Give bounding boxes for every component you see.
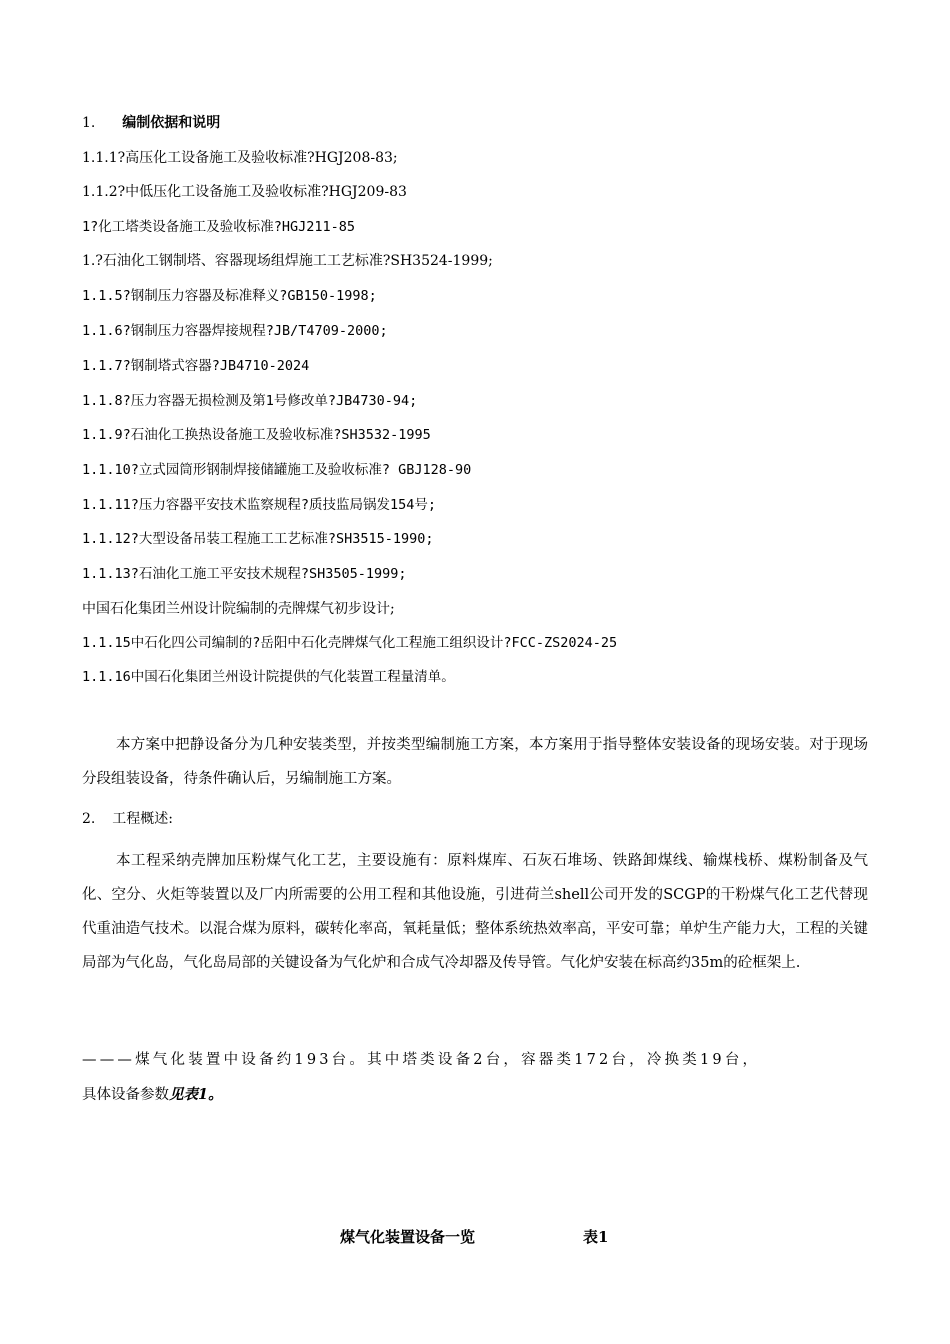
table-title: 煤气化装置设备一览	[340, 1228, 476, 1246]
reference-item: 1.?石油化工钢制塔、容器现场组焊施工工艺标准?SH3524-1999;	[82, 253, 493, 269]
project-overview-paragraph: 本工程采纳壳牌加压粉煤气化工艺，主要设施有：原料煤库、石灰石堆场、铁路卸煤线、输煤栈桥、煤粉制备及气化、空分、火炬等装置以及厂内所需要的公用工程和其他设施，引进荷兰shell公司开发的SCGP的干粉煤气化工艺代替现代重油造气技术。以混合煤为原料，碳转化率高，氧耗量低；整体系统热效率高，平安可靠；单炉生产能力大，工程的关键局部为气化岛，气化岛局部的关键设备为气化炉和合成气冷却器及传导管。气化炉安装在标高约35m的砼框架上.	[82, 853, 868, 971]
reference-item: 1.1.16中国石化集团兰州设计院提供的气化装置工程量清单。	[82, 669, 455, 685]
reference-item: 1.1.10?立式园筒形钢制焊接储罐施工及验收标准? GBJ128-90	[82, 462, 472, 478]
reference-item: 1.1.5?钢制压力容器及标准释义?GB150-1998;	[82, 288, 377, 304]
section-1-number: 1.	[82, 115, 96, 131]
equipment-count-line: ———煤气化装置中设备约193台。其中塔类设备2台，容器类172台，冷换类19台，	[82, 1052, 761, 1068]
reference-item: 1.1.11?压力容器平安技术监察规程?质技监局锅发154号;	[82, 497, 437, 513]
reference-item: 1.1.13?石油化工施工平安技术规程?SH3505-1999;	[82, 566, 407, 582]
section-2-title: 工程概述:	[112, 811, 173, 827]
reference-item: 1.1.9?石油化工换热设备施工及验收标准?SH3532-1995	[82, 427, 431, 443]
section-2-number: 2.	[82, 811, 96, 827]
reference-item: 1.1.7?钢制塔式容器?JB4710-2024	[82, 358, 310, 374]
reference-item: 1.1.8?压力容器无损检测及第1号修改单?JB4730-94;	[82, 393, 418, 409]
section-2-heading	[82, 810, 173, 828]
section-1-title: 编制依据和说明	[122, 115, 221, 131]
reference-item: 1.1.2?中低压化工设备施工及验收标准?HGJ209-83	[82, 184, 407, 200]
reference-item: 1.1.15中石化四公司编制的?岳阳中石化壳牌煤气化工程施工组织设计?FCC-ZS2024-25	[82, 635, 618, 651]
reference-item: 1.1.6?钢制压力容器焊接规程?JB/T4709-2000;	[82, 323, 388, 339]
table-label: 表1	[583, 1228, 609, 1246]
section-1-heading	[82, 114, 220, 132]
table-reference: 见表1。	[169, 1086, 223, 1103]
reference-item: 1?化工塔类设备施工及验收标准?HGJ211-85	[82, 219, 356, 235]
reference-item: 1.1.1?高压化工设备施工及验收标准?HGJ208-83;	[82, 150, 398, 166]
equipment-detail-line	[82, 1086, 223, 1104]
reference-item: 1.1.12?大型设备吊装工程施工工艺标准?SH3515-1990;	[82, 531, 434, 547]
equipment-detail-text: 具体设备参数	[82, 1087, 169, 1103]
scope-note-paragraph: 本方案中把静设备分为几种安装类型，并按类型编制施工方案，本方案用于指导整体安装设备的现场安装。对于现场分段组装设备，待条件确认后，另编制施工方案。	[82, 737, 868, 787]
reference-item: 中国石化集团兰州设计院编制的壳牌煤气初步设计;	[82, 601, 395, 617]
